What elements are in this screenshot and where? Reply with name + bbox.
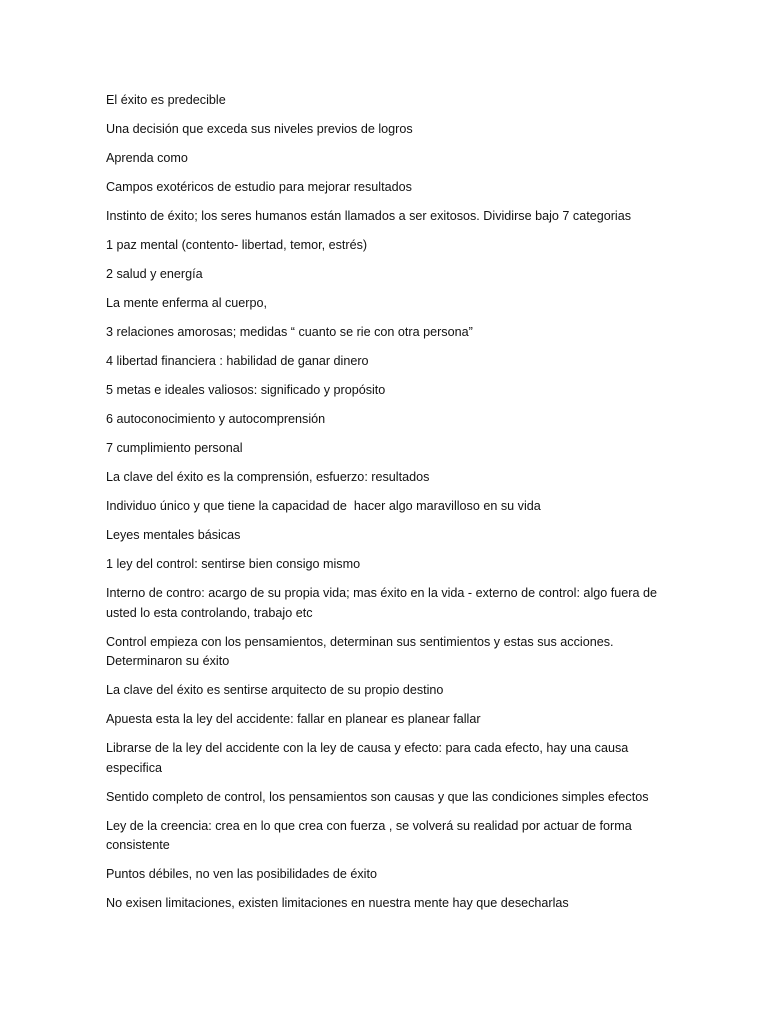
paragraph: 2 salud y energía (106, 267, 203, 281)
paragraph: Sentido completo de control, los pensamientos son causas y que las condiciones simples efectos (106, 789, 649, 804)
paragraph: Control empieza con los pensamientos, determinan sus sentimientos y estas sus acciones. Determinaron su éxito (106, 634, 618, 668)
paragraph: 4 libertad financiera : habilidad de ganar dinero (106, 354, 369, 368)
paragraph: Leyes mentales básicas (106, 528, 241, 542)
paragraph: El éxito es predecible (106, 93, 226, 107)
paragraph: 1 paz mental (contento- libertad, temor, estrés) (106, 238, 368, 252)
paragraph: Puntos débiles, no ven las posibilidades de éxito (106, 867, 377, 881)
paragraph: Campos exotéricos de estudio para mejorar resultados (106, 180, 412, 194)
paragraph: Librarse de la ley del accidente con la ley de causa y efecto: para cada efecto, hay una causa especifica (106, 741, 632, 775)
paragraph: 5 metas e ideales valiosos: significado y propósito (106, 383, 386, 397)
paragraph: Ley de la creencia: crea en lo que crea con fuerza , se volverá su realidad por actuar de forma consistente (106, 818, 636, 852)
document-body (106, 91, 666, 923)
paragraph: La mente enferma al cuerpo, (106, 296, 268, 310)
paragraph: 1 ley del control: sentirse bien consigo mismo (106, 557, 361, 571)
paragraph: Una decisión que exceda sus niveles previos de logros (106, 122, 413, 136)
paragraph: 7 cumplimiento personal (106, 441, 243, 455)
paragraph: 3 relaciones amorosas; medidas “ cuanto se rie con otra persona” (106, 325, 473, 339)
paragraph: 6 autoconocimiento y autocomprensión (106, 412, 326, 426)
paragraph: Interno de contro: acargo de su propia vida; mas éxito en la vida - externo de control: algo fuera de usted lo esta controlando, trabajo etc (106, 586, 661, 620)
paragraph: Aprenda como (106, 151, 188, 165)
paragraph: Apuesta esta la ley del accidente: fallar en planear es planear fallar (106, 712, 481, 726)
paragraph: Individuo único y que tiene la capacidad de hacer algo maravilloso en su vida (106, 499, 541, 513)
paragraph: No exisen limitaciones, existen limitaciones en nuestra mente hay que desecharlas (106, 896, 569, 910)
paragraph: La clave del éxito es la comprensión, esfuerzo: resultados (106, 470, 430, 484)
paragraph: La clave del éxito es sentirse arquitecto de su propio destino (106, 683, 444, 697)
paragraph: Instinto de éxito; los seres humanos están llamados a ser exitosos. Dividirse bajo 7 categorias (106, 209, 632, 223)
